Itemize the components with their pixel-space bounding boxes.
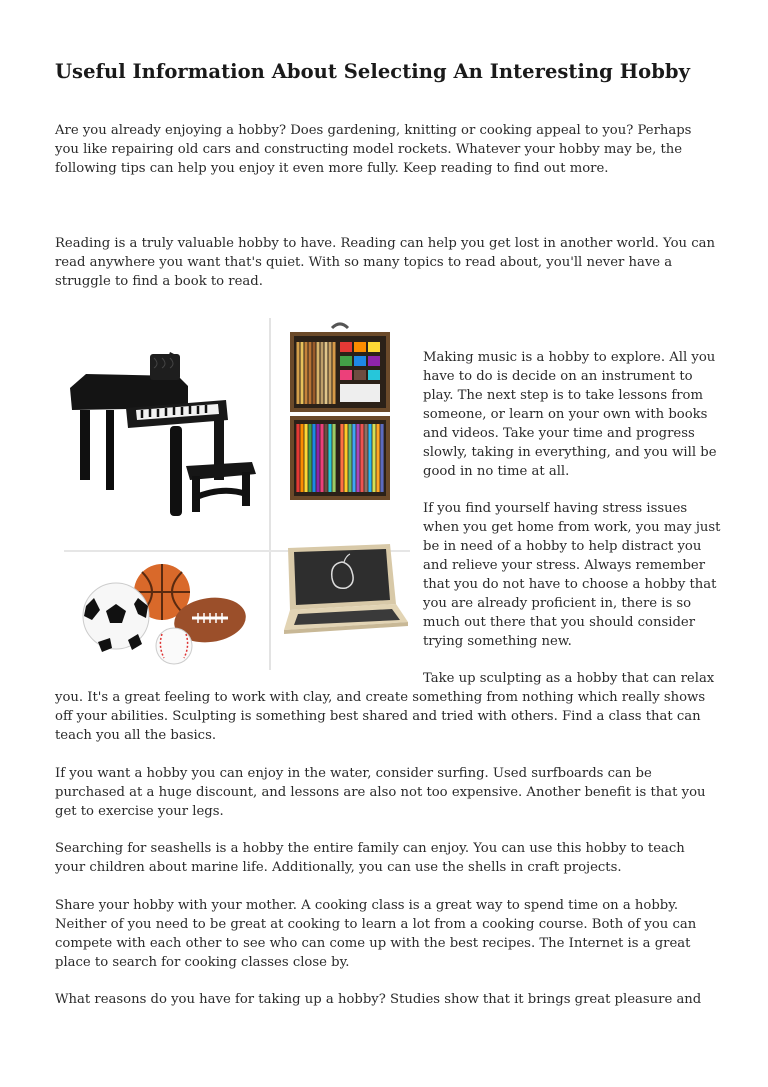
paragraph-reasons: What reasons do you have for taking up a hobby? Studies show that it brings great pleasure and [55,992,702,1007]
paragraph-sculpting-first-line: Take up sculpting as a hobby that can relax [423,671,715,686]
paragraph-music: Making music is a hobby to explore. All you have to do is decide on an instrument to play. The next step is to take lessons from someone, or learn on your own with books and videos. Take your time and progress slowly, taking in everything, and you will be good in no time at all. [423,350,717,479]
paragraph-cooking: Share your hobby with your mother. A cooking class is a great way to spend time on a hobby. Neither of you need to be great at cooking to learn a lot from a cooking course. Both of you can compete with each other to see who can come up with the best recipes. The Internet is a great place to search for cooking classes close by. [55,898,697,970]
paragraph-seashells: Searching for seashells is a hobby the entire family can enjoy. You can use this hobby to teach your children about marine life. Additionally, you can use the shells in craft projects. [55,841,685,875]
paragraph-intro: Are you already enjoying a hobby? Does gardening, knitting or cooking appeal to you? Perhaps you like repairing old cars and constructing model rockets. Whatever your hobby may be, the following tips can help you enjoy it even more fully. Keep reading to find out more. [55,123,692,176]
paragraph-surfing: If you want a hobby you can enjoy in the water, consider surfing. Used surfboards can be purchased at a huge discount, and lessons are also not too expensive. Another benefit is that you get to exercise your legs. [55,766,706,819]
paragraph-reading: Reading is a truly valuable hobby to have. Reading can help you get lost in another world. You can read anywhere you want that's quiet. With so many topics to read about, you'll never have a struggle to find a book to read. [55,236,715,289]
chalkboard-laptop-image [278,544,410,638]
piano-image [66,348,266,518]
collage-divider-vertical [269,318,271,670]
paragraph-stress: If you find yourself having stress issues when you get home from work, you may just be in need of a hobby to help distract you and relieve your stress. Always remember that you do not have to choose a hobby that you are already proficient in, there is so much out there that you should consider trying something new. [423,501,721,649]
paragraph-sculpting: you. It's a great feeling to work with clay, and create something from nothing which really shows off your abilities. Sculpting is something best shared and tried with others. Find a class that can teach you all the basics. [55,690,706,743]
page-title: Useful Information About Selecting An Interesting Hobby [55,60,690,83]
art-supplies-case-image [288,322,392,504]
hobby-image-collage [62,318,412,673]
sports-balls-image [78,558,258,666]
